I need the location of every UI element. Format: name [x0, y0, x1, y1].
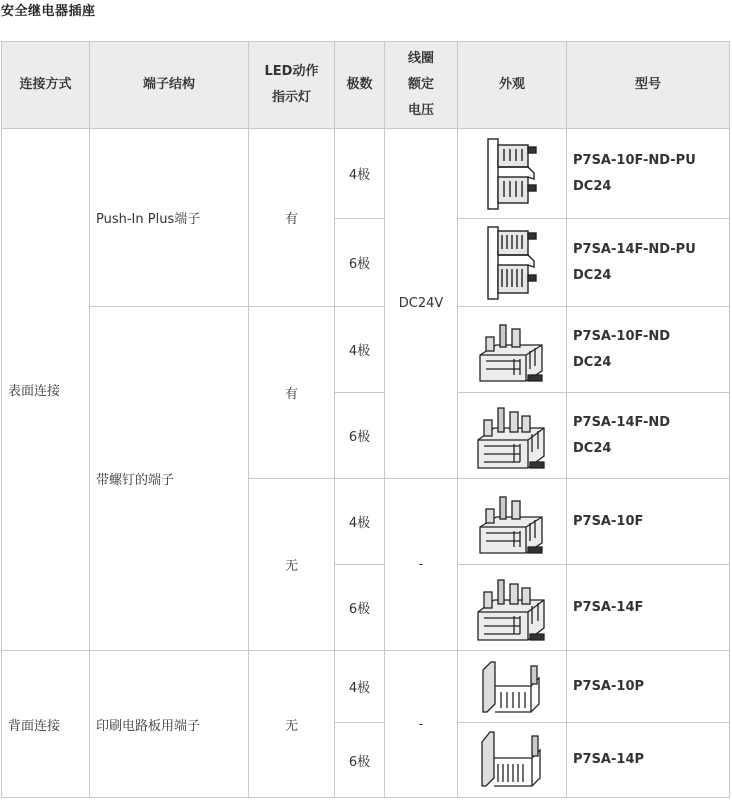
header-appearance: 外观 [458, 42, 567, 129]
model-cell [567, 307, 730, 393]
model-line1: P7SA-10F-ND-PU [573, 152, 696, 168]
appearance-cell [458, 219, 567, 307]
screw-socket-icon [472, 400, 552, 472]
poles-cell: 6极 [335, 565, 385, 651]
voltage-dc24v: DC24V [385, 129, 458, 479]
screw-socket-icon [472, 487, 552, 557]
poles-cell: 4极 [335, 129, 385, 219]
model-line1: P7SA-10F-ND [573, 328, 671, 344]
model-cell [567, 393, 730, 479]
appearance-cell [458, 129, 567, 219]
appearance-cell [458, 393, 567, 479]
led-no: 无 [249, 651, 335, 798]
screw-socket-icon [472, 315, 552, 385]
socket-spec-table [1, 41, 730, 798]
poles-cell: 6极 [335, 393, 385, 479]
led-yes: 有 [249, 307, 335, 479]
model-line1: P7SA-14F-ND-PU [573, 241, 696, 257]
model-cell: P7SA-14P [567, 723, 730, 798]
model-line2: DC24 [573, 267, 612, 283]
led-yes: 有 [249, 129, 335, 307]
appearance-cell [458, 479, 567, 565]
model-line2: DC24 [573, 178, 612, 194]
appearance-cell [458, 565, 567, 651]
table-row [2, 129, 730, 219]
header-led-line1: LED动作 [264, 64, 319, 79]
model-cell: P7SA-14F [567, 565, 730, 651]
appearance-cell [458, 723, 567, 798]
pcb-socket-icon [476, 728, 548, 792]
voltage-none: - [385, 651, 458, 798]
header-poles: 极数 [335, 42, 385, 129]
terminal-pcb: 印刷电路板用端子 [90, 651, 249, 798]
appearance-cell [458, 307, 567, 393]
model-line2: DC24 [573, 440, 612, 456]
model-line1: P7SA-14F-ND [573, 414, 671, 430]
header-connection: 连接方式 [2, 42, 90, 129]
header-led [249, 42, 335, 129]
header-coil-line1: 线圈 [407, 51, 434, 66]
header-led-line2: 指示灯 [271, 90, 311, 105]
header-row [2, 42, 730, 129]
led-no: 无 [249, 479, 335, 651]
voltage-none: - [385, 479, 458, 651]
table-row [2, 651, 730, 723]
poles-cell: 4极 [335, 307, 385, 393]
connection-surface: 表面连接 [2, 129, 90, 651]
model-cell [567, 219, 730, 307]
header-coil-line2: 额定 [407, 77, 434, 92]
pushin-socket-icon [482, 223, 542, 303]
header-coil-line3: 电压 [407, 103, 434, 118]
appearance-cell [458, 651, 567, 723]
pcb-socket-icon [477, 656, 547, 718]
header-coil-voltage [385, 42, 458, 129]
model-cell: P7SA-10F [567, 479, 730, 565]
poles-cell: 6极 [335, 219, 385, 307]
model-line2: DC24 [573, 354, 612, 370]
header-model: 型号 [567, 42, 730, 129]
header-terminal: 端子结构 [90, 42, 249, 129]
poles-cell: 4极 [335, 479, 385, 565]
pushin-socket-icon [482, 135, 542, 213]
connection-back: 背面连接 [2, 651, 90, 798]
poles-cell: 6极 [335, 723, 385, 798]
table-row [2, 307, 730, 393]
terminal-pushin: Push-In Plus端子 [90, 129, 249, 307]
page-title: 安全继电器插座 [1, 4, 96, 19]
model-cell: P7SA-10P [567, 651, 730, 723]
model-cell [567, 129, 730, 219]
screw-socket-icon [472, 572, 552, 644]
terminal-screw: 带螺钉的端子 [90, 307, 249, 651]
poles-cell: 4极 [335, 651, 385, 723]
